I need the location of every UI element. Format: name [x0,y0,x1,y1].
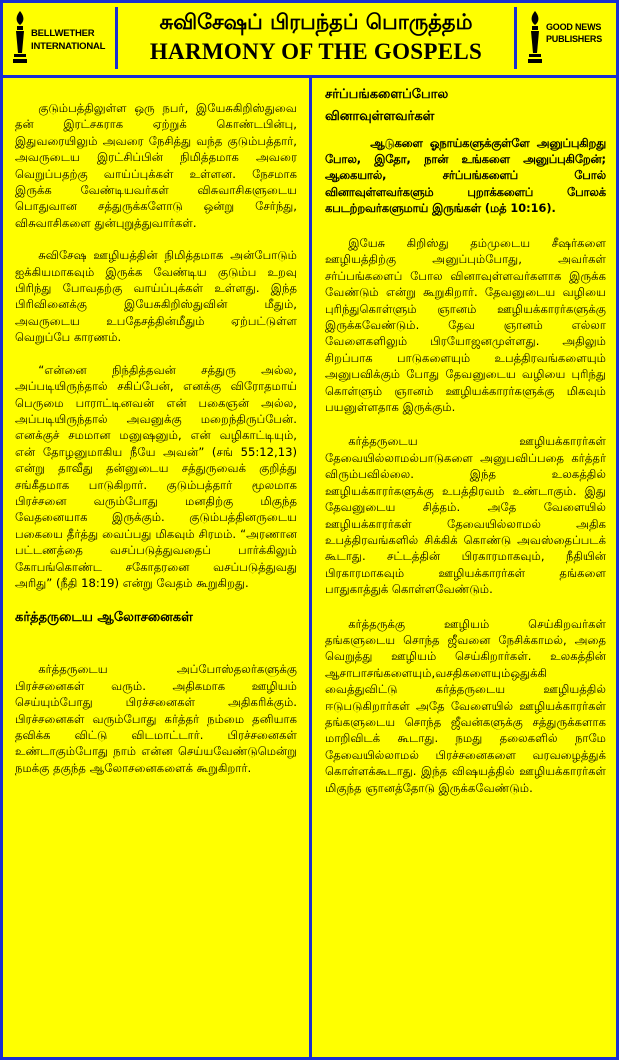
torch-icon [11,9,29,65]
torch-icon [526,9,544,65]
section-heading: கர்த்தருடைய ஆலோசனைகள் [15,610,193,626]
right-column [315,78,616,1057]
section-heading [325,84,606,128]
title-english: HARMONY OF THE GOSPELS [149,39,483,64]
logo-right-line1: GOOD NEWS [546,22,602,32]
bellwether-logo [11,9,106,67]
paragraph: கர்த்தருடைய அப்போஸ்தலர்களுக்கு பிரச்சனைகள் வரும். அதிகமாக ஊழியம் செய்யும்போது பிரச்சனைகள் அதிகரிக்கும். பிரச்சனைகள் வரும்போது கர்த்தர் நம்மை தனியாக தவிக்க விட்டு விடமாட்டார். பிரச்சனைகள் உண்டாகும்போது நாம் என்ன செய்யவேண்டுமென்று நமக்கு தகுந்த ஆலோசனைகளைக் கூறுகிறார். [15,662,297,775]
paragraph: சுவிசேஷ ஊழியத்தின் நிமித்தமாக அன்போடும் ஐக்கியமாகவும் இருக்க வேண்டிய குடும்ப உறவு பிரிந்து போவதற்கு வாய்ப்புக்கள் உள்ளது. இந்த பிரிவினைக்கு இயேசுகிறிஸ்துவின் மீதும், அவருடைய உபதேசத்தின்மீதும் ஏற்பட்டுள்ள வெறுப்பே காரணம். [15,248,297,345]
paragraph: கர்த்தருக்கு ஊழியம் செய்கிறவர்கள் தங்களுடைய சொந்த ஜீவனை நேசிக்காமல், அதை வெறுத்து ஊழியம் செய்கிறார்கள். உலகத்தின் ஆசாபாசங்களையும்,வசதிகளையும்ஒதுக்கி வைத்துவிட்டு கர்த்தருடைய ஊழியத்தில் ஈடுபடுகிறார்கள் அதே வேளையில் ஊழியக்காரர்கள் தங்களுடைய சொந்த ஜீவன்களுக்கு சத்துருக்களாக மாறிவிடக் கூடாது. நமது தலைகளில் நாமே தேவையில்லாமல் பிரச்சனைகளை வரவழைத்துக் கொள்ளக்கூடாது. இந்த விஷயத்தில் ஊழியக்காரர்கள் மிகுந்த ஞானத்தோடு இருக்கவேண்டும். [325,616,606,795]
heading-line: சர்ப்பங்களைப்போல [325,87,449,102]
paragraph: “என்னை நிந்தித்தவன் சத்துரு அல்ல, அப்படியிருந்தால் சகிப்பேன், எனக்கு விரோதமாய் பெருமை பாராட்டினவன் என் பகைஞன் அல்ல, அப்படியிருந்தால் அவனுக்கு மறைந்திருப்பேன். எனக்குச் சமமான மனுஷனும், என் வழிகாட்டியும், என் தோழனுமாகிய நீயே அவன்” (சங் 55:12,13) என்று தாவீது தன்னுடைய சத்துருவைக் குறித்து சங்கீதமாக பாடுகிறார். குடும்பத்தார் மூலமாக பிரச்சனை வரும்போது மனதிற்கு மிகுந்த வேதனையாக இருக்கும். குடும்பத்தினருடைய பகையை தீர்த்து வைப்பது மிகவும் சிரமம். “அரணான பட்டணத்தை வசப்படுத்துவதைப் பார்க்கிலும் கோபங்கொண்ட சகோதரனை வசப்படுத்துவது அரிது” (நீதி 18:19) என்று வேதம் கூறுகிறது. [15,362,297,590]
left-column [3,78,312,1057]
header [3,3,616,78]
paragraph: குடும்பத்திலுள்ள ஒரு நபர், இயேசுகிறிஸ்துவை தன் இரட்சகராக ஏற்றுக் கொண்டபின்பு, இதுவரையிலும் அவரை நேசித்து வந்த குடும்பத்தார், அவருடைய இரட்சிப்பின் நிமித்தமாக அவரை வெறுப்பதற்கு வாய்ப்புக்கள் உள்ளன. நேசமாக இருக்க வேண்டியவர்கள் விசுவாசிகளுடைய பொதுவான சத்துருக்களோடு ஒன்று சேர்ந்து, விசுவாசிகளை துன்புறுத்துவார்கள். [15,101,297,230]
logo-left-line1: BELLWETHER [31,28,95,39]
title-tamil: சுவிசேஷப் பிரபந்தப் பொருத்தம் [159,10,473,34]
title-box [115,7,517,69]
logo-right-line2: PUBLISHERS [546,34,603,44]
heading-line: வினாவுள்ளவர்கள் [325,109,435,124]
paragraph: கர்த்தருடைய ஊழியக்காரர்கள் தேவையில்லாமல்பாடுகளை அனுபவிப்பதை கர்த்தர் விரும்பவில்லை. இந்த உலகத்தில் ஊழியக்காரர்களுக்கு உபத்திரவம் உண்டாகும். இது தேவனுடைய சித்தம். அதே வேளையில் ஊழியக்காரர்கள் தேவையில்லாமல் அதிக உபத்திரவங்களில் சிக்கிக் கொண்டு அவஸ்தைப்படக் கூடாது. சட்டத்தின் பிரகாரமாகவும், நீதியின் பிரகாரமாகவும் ஊழியக்காரர்கள் தங்களை பாதுகாத்துக் கொள்ளவேண்டும். [325,434,606,597]
paragraph: இயேசு கிறிஸ்து தம்முடைய சீஷர்களை ஊழியத்திற்கு அனுப்பும்போது, அவர்கள் சர்ப்பங்களைப் போல வினாவுள்ளவர்களாக இருக்க வேண்டும் என்று கூறுகிறார். தேவனுடைய வழியை புரிந்துகொள்ளும் ஞானம் ஊழியக்காரர்களுக்கு இருக்கவேண்டும். தேவ ஞானம் எல்லா வேளைகளிலும் பிரயோஜனமுள்ளது. அதிலும் சிறப்பாக பாடுகளையும் உபத்திரவங்களையும் அனுபவிக்கும் போது தேவனுடைய வழியை புரிந்து கொள்ளும் ஞானம் ஊழியக்காரர்களுக்கு மிகவும் பயனுள்ளதாக இருக்கும். [325,236,606,415]
scripture-quote: ஆடுகளை ஓநாய்களுக்குள்ளே அனுப்புகிறது போல, இதோ, நான் உங்களை அனுப்புகிறேன்; ஆகையால், சர்ப்பங்களைப் போல் வினாவுள்ளவர்களும் புறாக்களைப் போலக் கபடற்றவர்களுமாய் இருங்கள் (மத் 10:16). [325,137,606,215]
logo-left-line2: INTERNATIONAL [31,41,106,52]
good-news-logo [526,9,610,67]
